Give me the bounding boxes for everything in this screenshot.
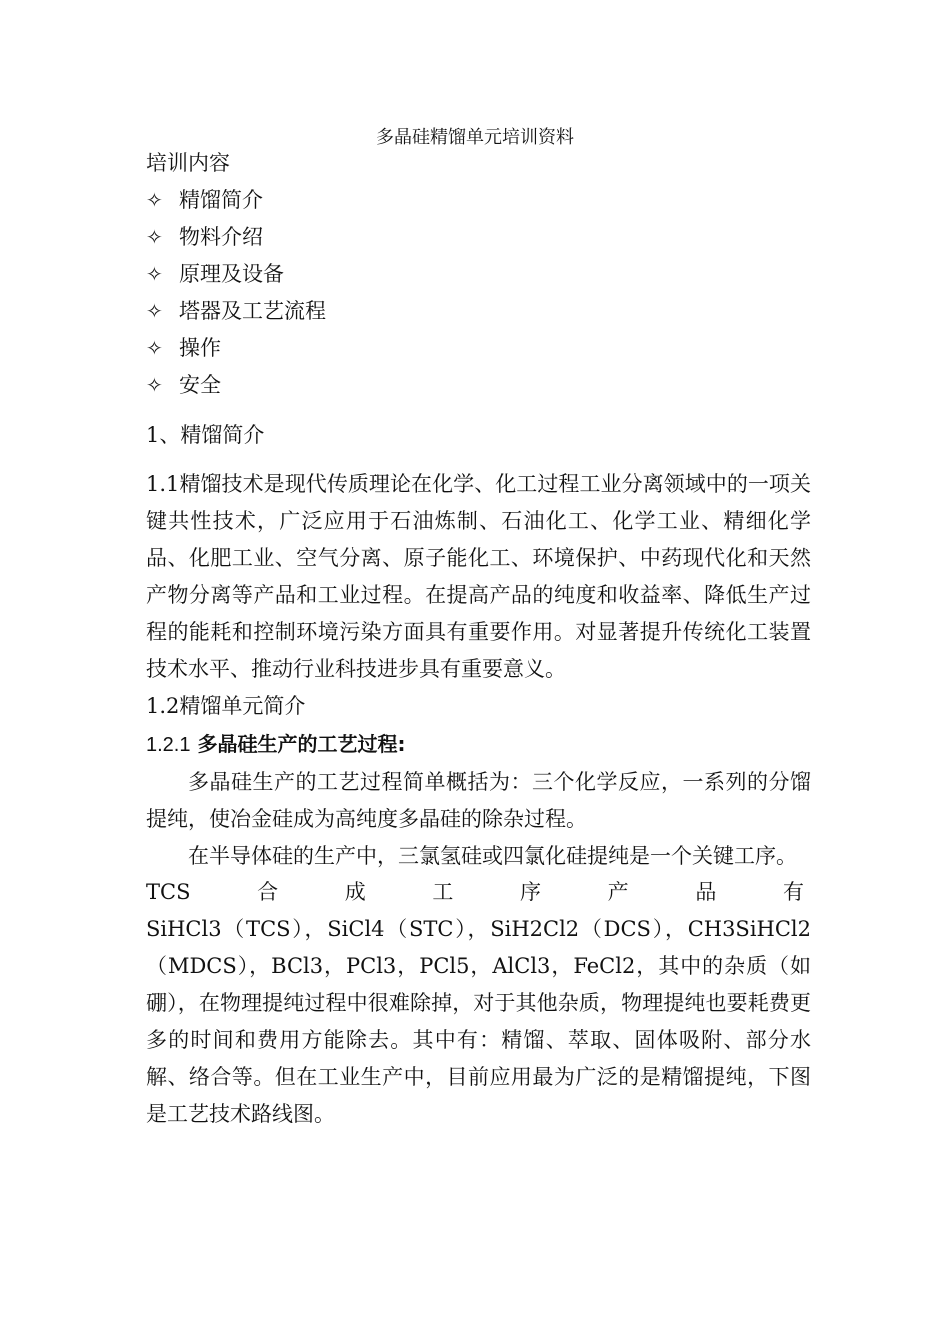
diamond-star-bullet-icon: ✧ xyxy=(146,336,163,360)
tcs-spread-line xyxy=(146,874,804,911)
tcs-word: TCS xyxy=(146,880,191,904)
toc-item xyxy=(146,260,326,297)
paragraph-1-2: 1.2精馏单元简介 xyxy=(146,694,306,718)
tcs-word: 成 xyxy=(344,880,366,904)
diamond-star-bullet-icon: ✧ xyxy=(146,299,163,323)
paragraph-1-1: 1.1精馏技术是现代传质理论在化学、化工过程工业分离领域中的一项关键共性技术，广泛应用于石油炼制、石油化工、化学工业、精细化学品、化肥工业、空气分离、原子能化工、环境保护、中药现代化和天然产物分离等产品和工业过程。在提高产品的纯度和收益率、降低生产过程的能耗和控制环境污染方面具有重要作用。对显著提升传统化工装置技术水平、推动行业科技进步具有重要意义。 xyxy=(146,472,811,681)
toc-item xyxy=(146,334,326,371)
toc-item xyxy=(146,371,326,408)
heading-number: 1.2.1 xyxy=(146,734,191,756)
tcs-word: 品 xyxy=(695,880,717,904)
toc-item-label: 操作 xyxy=(179,336,221,360)
section-1-heading: 1、精馏简介 xyxy=(146,423,265,447)
toc-item-label: 塔器及工艺流程 xyxy=(179,299,326,323)
document-title: 多晶硅精馏单元培训资料 xyxy=(376,127,574,148)
toc-item xyxy=(146,297,326,334)
toc-item-label: 物料介绍 xyxy=(179,225,263,249)
tcs-word: 序 xyxy=(520,880,542,904)
tcs-word: 产 xyxy=(607,880,629,904)
diamond-star-bullet-icon: ✧ xyxy=(146,262,163,286)
heading-1-2-1 xyxy=(146,730,405,759)
toc-item xyxy=(146,223,326,260)
toc-item-label: 原理及设备 xyxy=(179,262,284,286)
toc-list xyxy=(146,186,326,408)
toc-item-label: 精馏简介 xyxy=(179,188,263,212)
tcs-word: 工 xyxy=(432,880,454,904)
tcs-word: 合 xyxy=(257,880,279,904)
diamond-star-bullet-icon: ✧ xyxy=(146,373,163,397)
diamond-star-bullet-icon: ✧ xyxy=(146,188,163,212)
heading-text: 多晶硅生产的工艺过程: xyxy=(197,732,406,756)
toc-item-label: 安全 xyxy=(179,373,221,397)
toc-item xyxy=(146,186,326,223)
tcs-word: 有 xyxy=(782,880,804,904)
toc-heading: 培训内容 xyxy=(146,151,230,175)
paragraph-process: 多晶硅生产的工艺过程简单概括为：三个化学反应，一系列的分馏提纯，使冶金硅成为高纯度多晶硅的除杂过程。 xyxy=(146,770,811,831)
paragraph-semiconductor: 在半导体硅的生产中，三氯氢硅或四氯化硅提纯是一个关键工序。 xyxy=(188,844,797,868)
diamond-star-bullet-icon: ✧ xyxy=(146,225,163,249)
paragraph-tcs-products: SiHCl3（TCS），SiCl4（STC），SiH2Cl2（DCS），CH3SiHCl2（MDCS），BCl3，PCl3，PCl5，AlCl3，FeCl2，其中的杂质（如硼），在物理提纯过程中很难除掉，对于其他杂质，物理提纯也要耗费更多的时间和费用方能除去。其中有：精馏、萃取、固体吸附、部分水解、络合等。但在工业生产中，目前应用最为广泛的是精馏提纯，下图是工艺技术路线图。 xyxy=(146,917,811,1126)
